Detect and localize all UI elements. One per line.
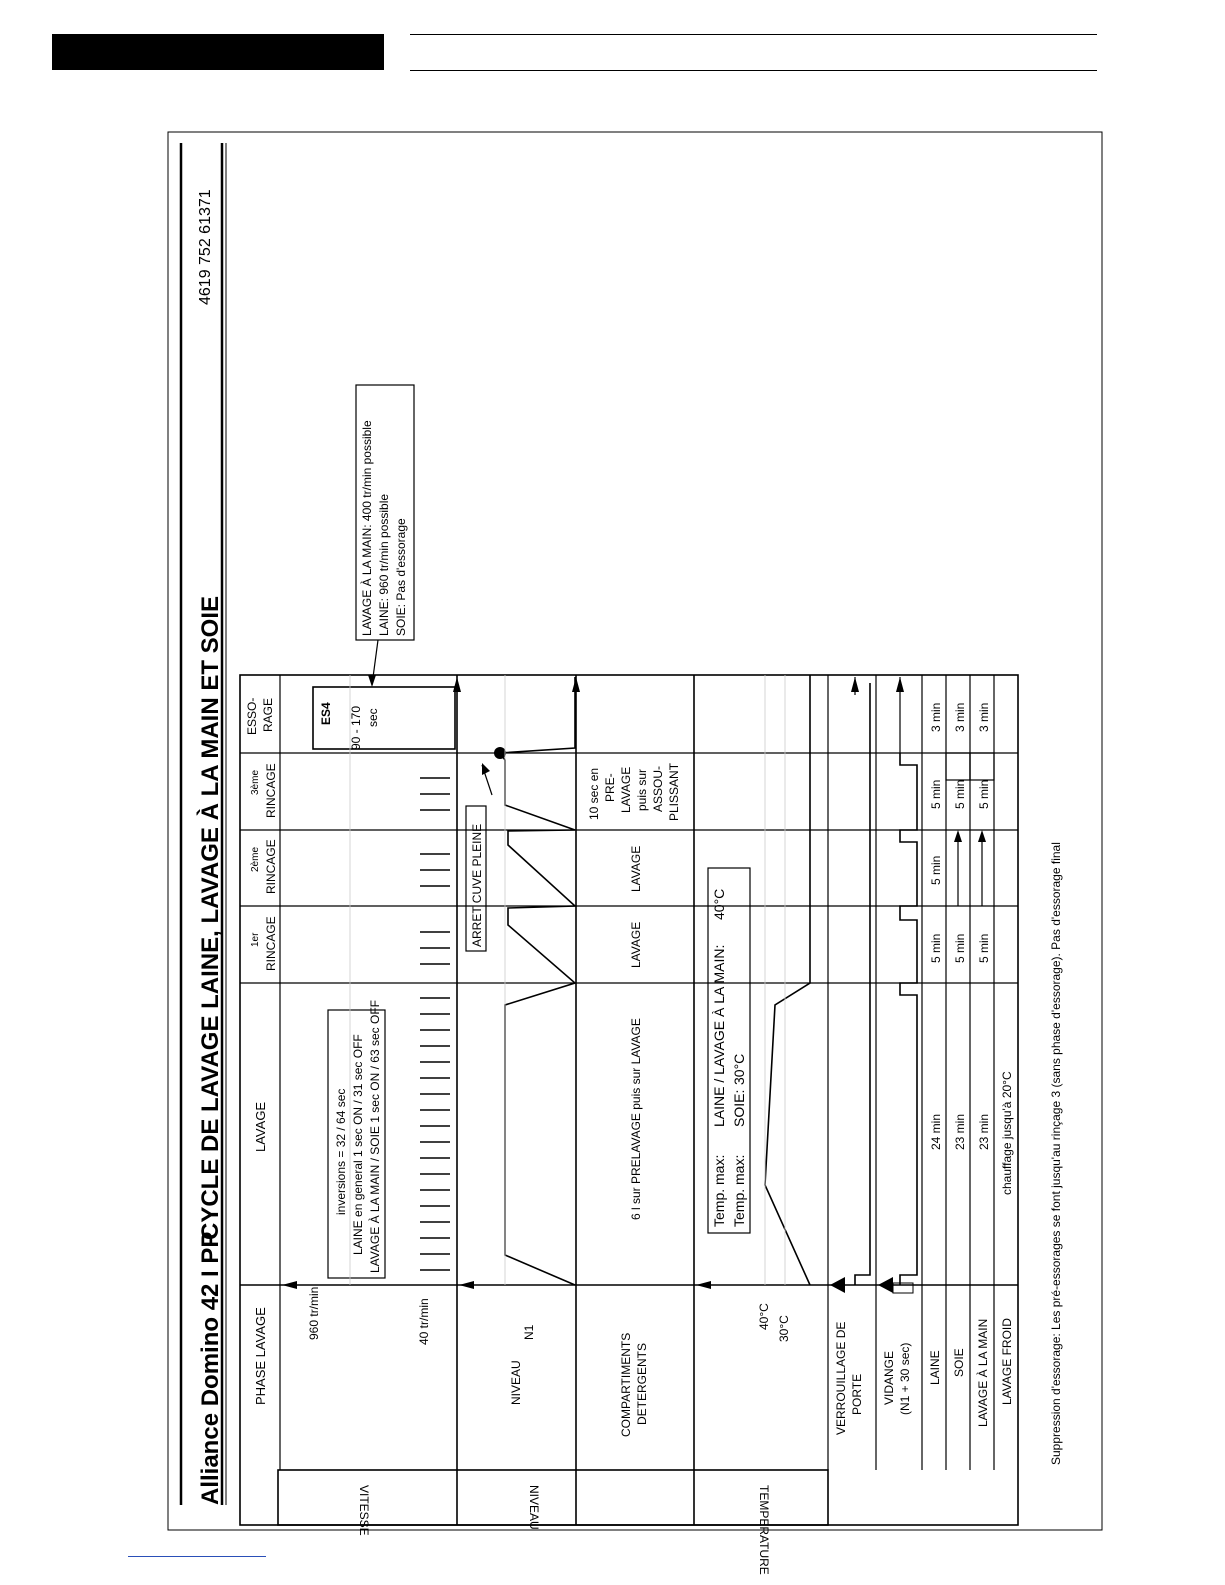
laine-d-r2: 5 min — [929, 855, 943, 885]
es4-label: ES4 — [319, 702, 333, 725]
soie-skip-arrow — [954, 830, 962, 842]
phase-rincage3-num: 3ème — [250, 769, 261, 795]
rotated-diagram — [181, 143, 1063, 1575]
es4-box — [313, 687, 455, 749]
label-verrouillage-1: VERROUILLAGE DE — [834, 1321, 848, 1435]
arrow-level-start — [459, 1281, 474, 1289]
soie-d-lavage: 23 min — [953, 1113, 967, 1150]
part-number: 4619 752 61371 — [197, 189, 214, 305]
phase-rincage3: RINCAGE — [264, 763, 278, 818]
arrow-speed-end — [453, 677, 461, 692]
temp-max-label-1: Temp. max: — [711, 1154, 727, 1227]
label-laine: LAINE — [928, 1350, 942, 1385]
label-40c: 40°C — [757, 1303, 771, 1330]
main-d-r1: 5 min — [977, 933, 991, 963]
essorage-note-2: LAINE: 960 tr/min possible — [377, 493, 391, 636]
temp-max-laine-val: 40°C — [711, 888, 727, 920]
arrow-drain-end — [896, 677, 904, 692]
essorage-leader-arrow — [368, 675, 376, 687]
inversions-line-2: LAINE en general 1 sec ON / 31 sec OFF — [351, 1034, 365, 1255]
arrow-speed-start — [282, 1281, 297, 1289]
group-niveau: NIVEAU — [527, 1485, 541, 1530]
group-temperature: TEMPERATURE — [757, 1485, 771, 1575]
arret-leader-arrow — [482, 763, 490, 775]
level-profile — [500, 677, 575, 1285]
temp-max-label-2: Temp. max: — [731, 1154, 747, 1227]
arret-marker — [494, 747, 506, 759]
main-d-lavage: 23 min — [977, 1113, 991, 1150]
label-vidange-2: (N1 + 30 sec) — [898, 1342, 912, 1415]
label-compartiments-1: COMPARTIMENTS — [619, 1332, 633, 1437]
main-d-r3: 5 min — [977, 779, 991, 809]
es4-time-2: sec — [366, 708, 380, 727]
arrow-lock-start — [830, 1277, 845, 1293]
group-vitesse: VITESSE — [357, 1485, 371, 1536]
phase-essorage-1: ESSO- — [245, 697, 259, 735]
detergent-rincage2: LAVAGE — [629, 845, 643, 892]
temperature-profile — [765, 675, 810, 1285]
door-lock-line — [855, 683, 870, 1285]
detergent-rincage1: LAVAGE — [629, 921, 643, 968]
arret-label: ARRET CUVE PLEINE — [470, 823, 484, 947]
arrow-temp-start — [696, 1281, 711, 1289]
label-960: 960 tr/min — [307, 1286, 321, 1340]
laine-d-r1: 5 min — [929, 933, 943, 963]
phase-rincage1-num: 1er — [250, 932, 261, 947]
phase-rincage2: RINCAGE — [264, 839, 278, 894]
main-r3-box — [970, 753, 994, 780]
detergent-lavage: 6 l sur PRELAVAGE puis sur LAVAGE — [629, 1018, 643, 1220]
detergent-r3-6: PLISSANT — [667, 762, 681, 821]
footer-note: Suppression d'essorage: Les pré-essorages se font jusqu'au rinçage 3 (sans phase d'essorage). Pas d'essorage final — [1049, 842, 1063, 1465]
main-d-ess: 3 min — [977, 702, 991, 732]
es4-time-1: 90 - 170 — [349, 705, 363, 750]
soie-r3-box — [946, 753, 970, 780]
label-compartiments-2: DETERGENTS — [635, 1342, 649, 1425]
label-verrouillage-2: PORTE — [850, 1373, 864, 1415]
phase-lavage: LAVAGE — [253, 1101, 268, 1152]
soie-d-r1: 5 min — [953, 933, 967, 963]
main-skip-arrow — [978, 830, 986, 842]
speed-ticks — [420, 778, 450, 1270]
detergent-r3-1: 10 sec en — [587, 767, 601, 820]
label-niveau: NIVEAU — [509, 1360, 523, 1405]
detergent-r3-4: puis sur — [635, 768, 649, 811]
laine-d-ess: 3 min — [929, 702, 943, 732]
laine-d-r3: 5 min — [929, 779, 943, 809]
arrow-level-end — [572, 677, 580, 692]
label-40: 40 tr/min — [417, 1298, 431, 1345]
brand-title: Alliance Domino 42 I PP — [197, 1231, 224, 1505]
drain-pulses — [900, 753, 917, 1285]
phase-essorage-2: RAGE — [261, 697, 275, 732]
inversions-line-1: inversions = 32 / 64 sec — [334, 1088, 348, 1215]
temp-max-laine: LAINE / LAVAGE À LA MAIN: — [711, 944, 727, 1127]
label-soie: SOIE — [952, 1348, 966, 1377]
label-30c: 30°C — [777, 1315, 791, 1342]
phase-rincage2-num: 2ème — [250, 846, 261, 872]
detergent-r3-3: LAVAGE — [619, 766, 633, 813]
temp-max-soie: SOIE: — [731, 1089, 747, 1127]
phase-rincage1: RINCAGE — [264, 916, 278, 971]
arrow-lock-end — [851, 677, 859, 692]
label-vidange-1: VIDANGE — [882, 1350, 896, 1405]
inversions-line-3: LAVAGE À LA MAIN / SOIE 1 sec ON / 63 sec OFF — [368, 1000, 382, 1273]
label-phase-lavage: PHASE LAVAGE — [253, 1307, 268, 1405]
label-lavage-froid: LAVAGE FROID — [1000, 1318, 1014, 1405]
soie-d-r3: 5 min — [953, 779, 967, 809]
froid-note: chauffage jusqu'à 20°C — [1000, 1071, 1014, 1195]
detergent-r3-2: PRE- — [603, 773, 617, 802]
soie-d-ess: 3 min — [953, 702, 967, 732]
label-lavage-main: LAVAGE À LA MAIN — [976, 1318, 990, 1427]
laine-d-lavage: 24 min — [929, 1113, 943, 1150]
detergent-r3-5: ASSOU- — [651, 765, 665, 812]
temp-max-soie-val: 30°C — [731, 1053, 747, 1085]
essorage-note-1: LAVAGE À LA MAIN: 400 tr/min possible — [360, 420, 374, 636]
cycle-title: CYCLE DE LAVAGE LAINE, LAVAGE À LA MAIN ET SOIE — [197, 595, 224, 1240]
label-n1: N1 — [522, 1324, 536, 1340]
essorage-note-3: SOIE: Pas d'essorage — [394, 518, 408, 636]
arrow-drain-start — [878, 1277, 893, 1293]
